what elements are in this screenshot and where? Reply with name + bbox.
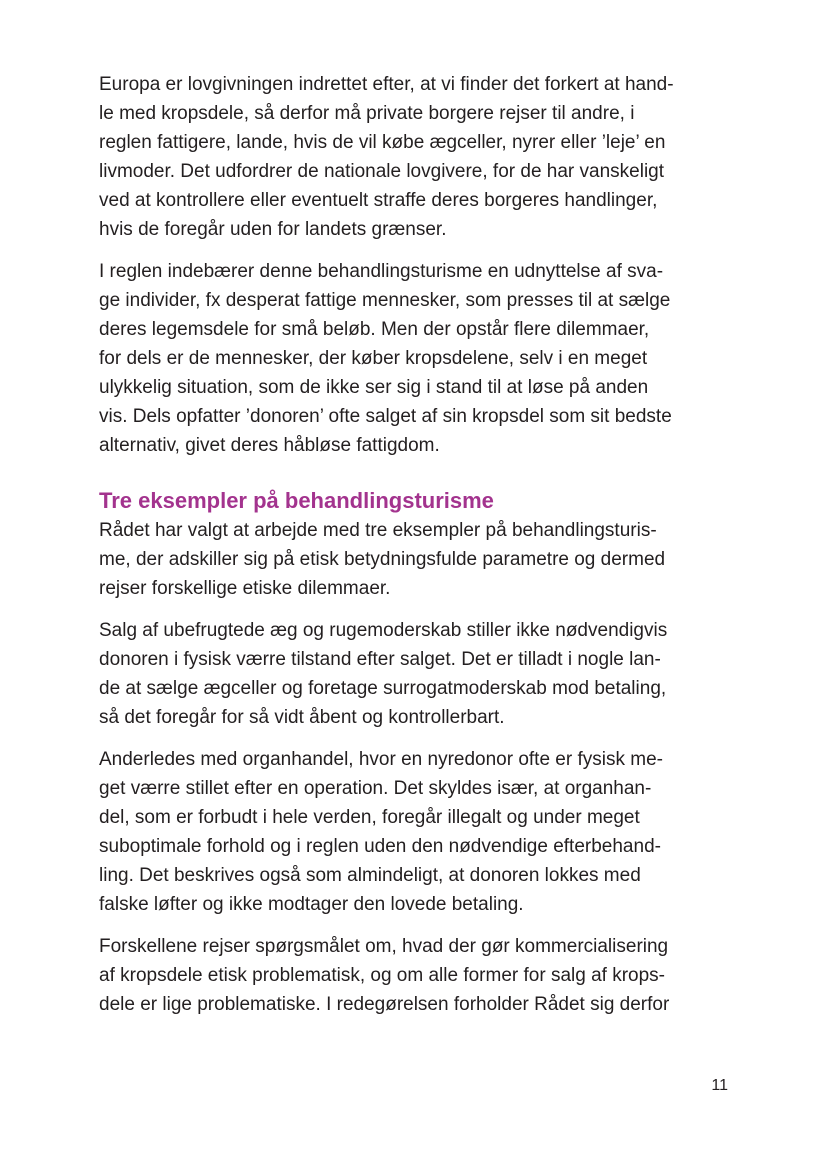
paragraph-line: reglen fattigere, lande, hvis de vil købe ægceller, nyrer eller ’leje’ en <box>99 132 666 153</box>
paragraph-line: for dels er de mennesker, der køber kropsdelene, selv i en meget <box>99 348 648 369</box>
paragraph-line: Rådet har valgt at arbejde med tre eksempler på behandlingsturis- <box>99 520 657 541</box>
page-body <box>99 70 733 1032</box>
paragraph-line: af kropsdele etisk problematisk, og om alle former for salg af krops- <box>99 965 666 986</box>
paragraph-line: ved at kontrollere eller eventuelt straffe deres borgeres handlinger, <box>99 190 658 211</box>
paragraph <box>99 516 733 603</box>
paragraph-line: alternativ, givet deres håbløse fattigdom. <box>99 435 440 456</box>
paragraph-line: de at sælge ægceller og foretage surrogatmoderskab mod betaling, <box>99 678 667 699</box>
paragraph-line: get værre stillet efter en operation. Det skyldes især, at organhan- <box>99 778 652 799</box>
paragraph-line: donoren i fysisk værre tilstand efter salget. Det er tilladt i nogle lan- <box>99 649 661 670</box>
paragraph-line: Forskellene rejser spørgsmålet om, hvad der gør kommercialisering <box>99 936 669 957</box>
paragraph-line: del, som er forbudt i hele verden, foregår illegalt og under meget <box>99 807 640 828</box>
paragraph-line: I reglen indebærer denne behandlingsturisme en udnyttelse af sva- <box>99 261 664 282</box>
paragraph-line: Anderledes med organhandel, hvor en nyredonor ofte er fysisk me- <box>99 749 663 770</box>
paragraph-line: livmoder. Det udfordrer de nationale lovgivere, for de har vanskeligt <box>99 161 665 182</box>
text-block-after-heading <box>99 516 733 1019</box>
text-block-before-heading <box>99 70 733 460</box>
section-heading: Tre eksempler på behandlingsturisme <box>99 488 494 513</box>
paragraph <box>99 257 733 460</box>
paragraph-line: ling. Det beskrives også som almindeligt, at donoren lokkes med <box>99 865 641 886</box>
paragraph-line: rejser forskellige etiske dilemmaer. <box>99 578 391 599</box>
paragraph <box>99 616 733 732</box>
paragraph <box>99 745 733 919</box>
paragraph-line: vis. Dels opfatter ’donoren’ ofte salget af sin kropsdel som sit bedste <box>99 406 672 427</box>
paragraph <box>99 70 733 244</box>
paragraph-line: Salg af ubefrugtede æg og rugemoderskab stiller ikke nødvendigvis <box>99 620 668 641</box>
paragraph-line: falske løfter og ikke modtager den lovede betaling. <box>99 894 524 915</box>
paragraph-line: deres legemsdele for små beløb. Men der opstår flere dilemmaer, <box>99 319 650 340</box>
page-number: 11 <box>711 1077 728 1094</box>
paragraph-line: me, der adskiller sig på etisk betydningsfulde parametre og dermed <box>99 549 666 570</box>
paragraph-line: ge individer, fx desperat fattige mennesker, som presses til at sælge <box>99 290 671 311</box>
paragraph-line: Europa er lovgivningen indrettet efter, at vi finder det forkert at hand- <box>99 74 674 95</box>
paragraph-line: le med kropsdele, så derfor må private borgere rejser til andre, i <box>99 103 635 124</box>
paragraph-line: dele er lige problematiske. I redegørelsen forholder Rådet sig derfor <box>99 994 670 1015</box>
paragraph-line: hvis de foregår uden for landets grænser. <box>99 219 447 240</box>
paragraph-line: ulykkelig situation, som de ikke ser sig i stand til at løse på anden <box>99 377 649 398</box>
paragraph-line: så det foregår for så vidt åbent og kontrollerbart. <box>99 707 505 728</box>
paragraph <box>99 932 733 1019</box>
paragraph-line: suboptimale forhold og i reglen uden den nødvendige efterbehand- <box>99 836 661 857</box>
